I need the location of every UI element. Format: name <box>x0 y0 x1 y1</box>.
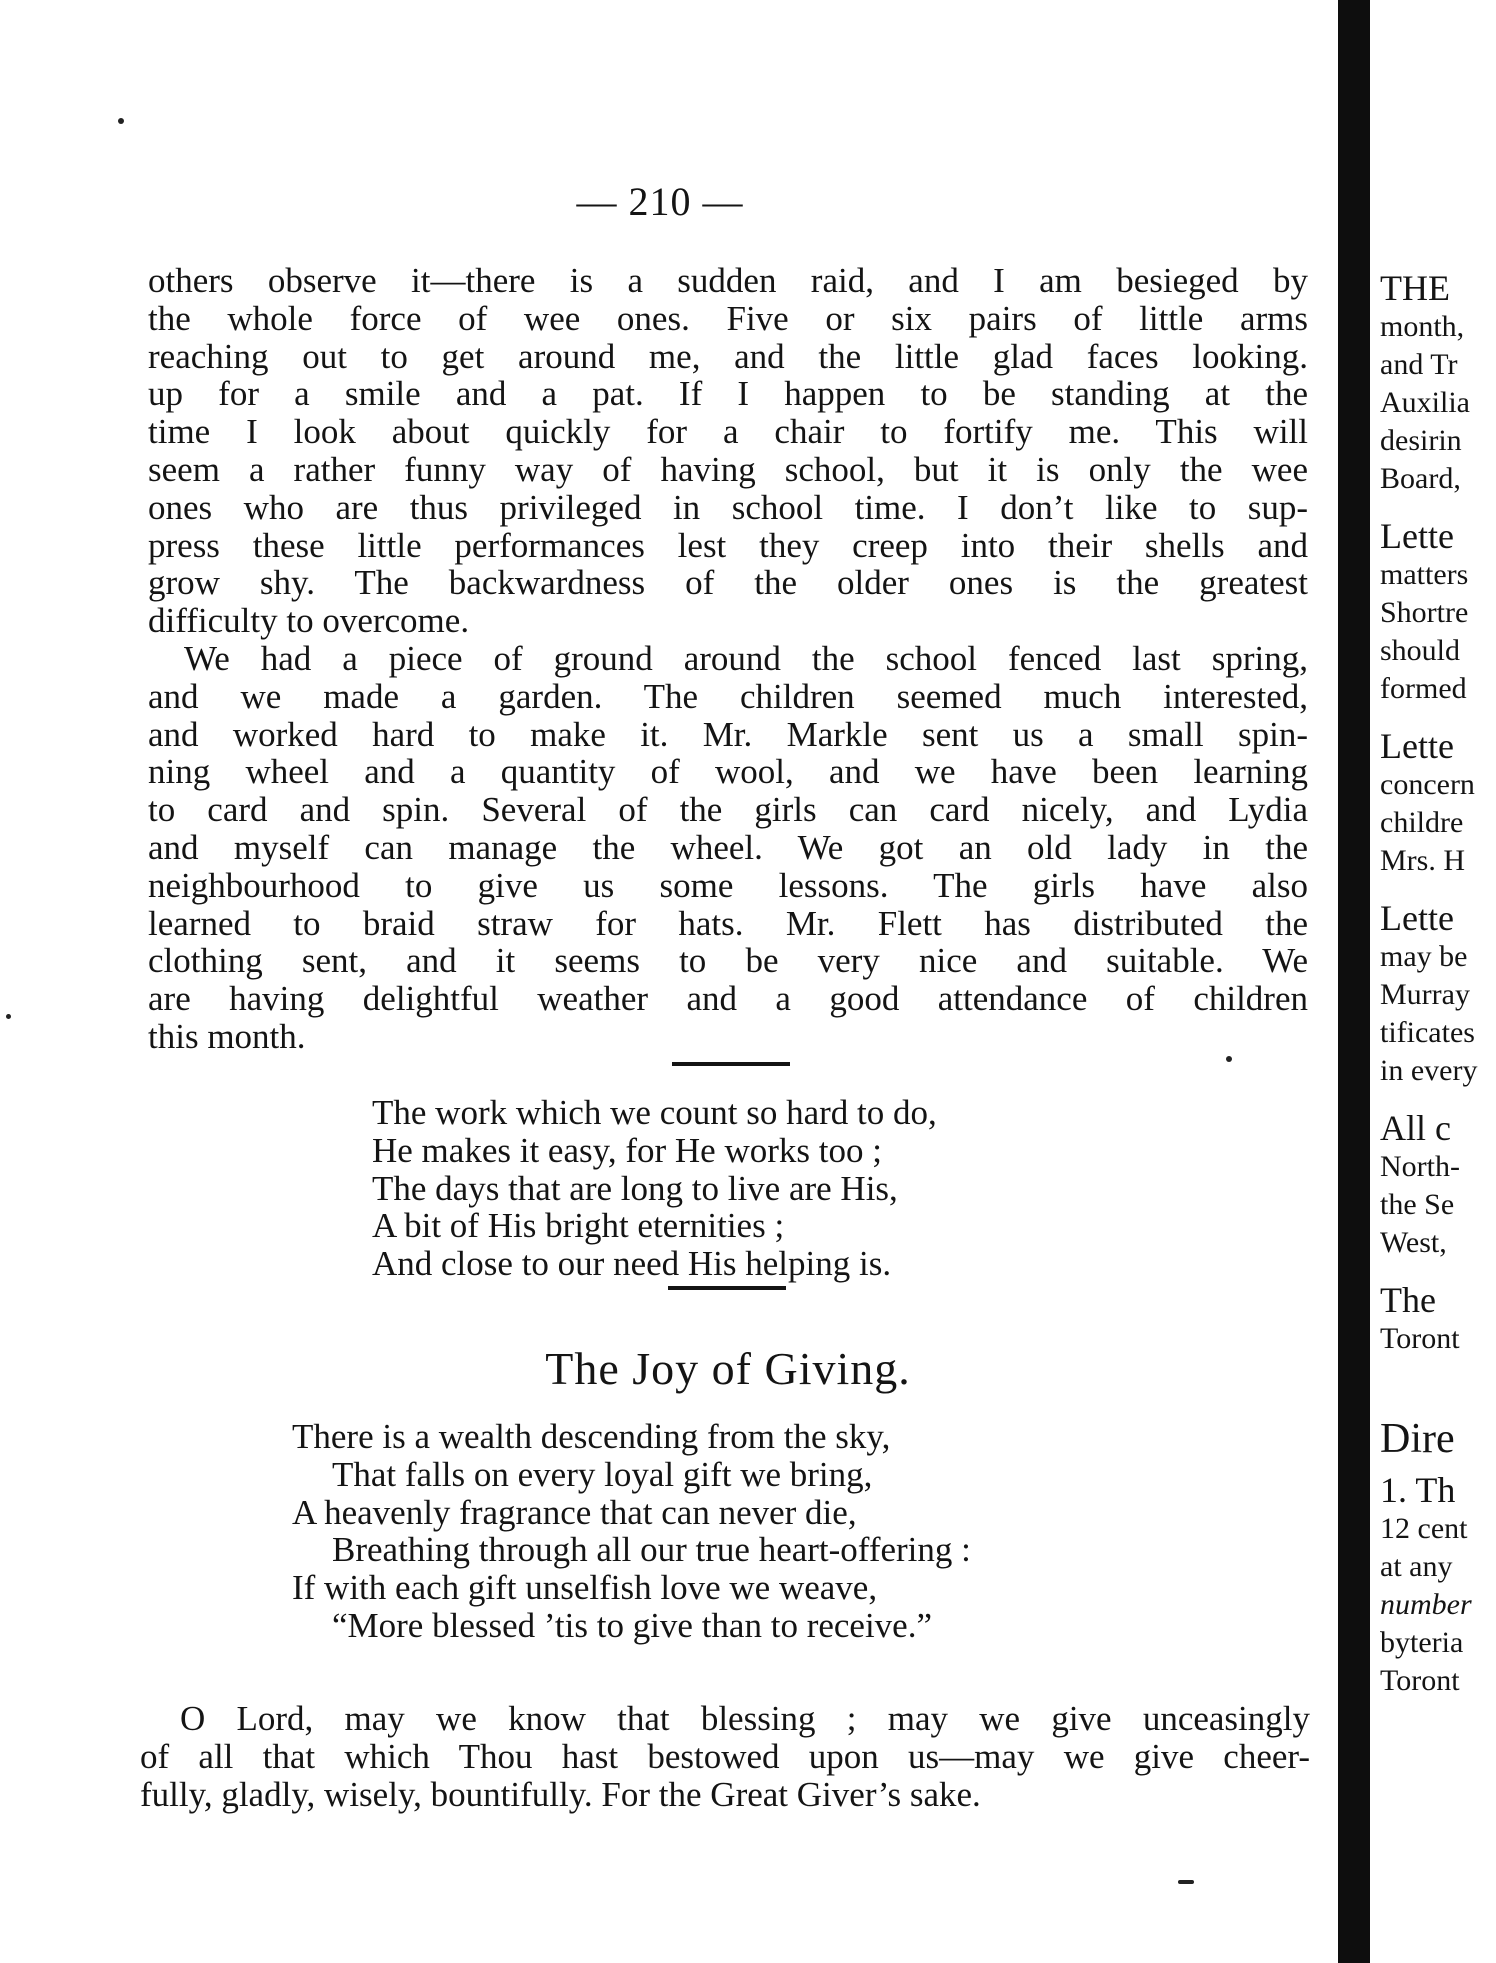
verse-line: The days that are long to live are His, <box>372 1168 898 1208</box>
verse-line: If with each gift unselfish love we weave, <box>292 1568 878 1608</box>
fragment-line: 12 cent <box>1380 1512 1468 1545</box>
section-title: The Joy of Giving. <box>545 1343 911 1394</box>
verse-line: There is a wealth descending from the sky, <box>292 1417 891 1456</box>
fragment-line: in every <box>1380 1054 1478 1087</box>
fragment-line: matters <box>1380 558 1469 591</box>
text-line: reaching out to get around me, and the little glad faces looking. <box>148 336 1308 376</box>
speck-mark <box>6 1014 11 1019</box>
verse-line: “More blessed ’tis to give than to receive.” <box>332 1605 932 1645</box>
text-line: learned to braid straw for hats. Mr. Flett has distributed the <box>148 903 1308 943</box>
verse-line: He makes it easy, for He works too ; <box>372 1130 882 1170</box>
divider-rule <box>672 1062 790 1066</box>
text-line: ning wheel and a quantity of wool, and we have been learning <box>148 752 1308 792</box>
text-line: press these little performances lest they creep into their shells and <box>148 525 1308 565</box>
fragment-line: Shortre <box>1380 596 1469 629</box>
column-binding-bar <box>1338 0 1370 1963</box>
verse-1 <box>372 1094 937 1283</box>
fragment-line: West, <box>1380 1226 1447 1259</box>
fragment-line: Toront <box>1380 1664 1460 1697</box>
verse-line: Breathing through all our true heart-offering : <box>332 1530 971 1570</box>
text-line: difficulty to overcome. <box>148 601 470 641</box>
text-line: ones who are thus privileged in school time. I don’t like to sup- <box>148 487 1308 527</box>
page-number: — 210 — <box>576 179 744 224</box>
fragment-line: desirin <box>1380 424 1462 457</box>
fragment-heading: Dire <box>1380 1416 1455 1462</box>
speck-mark <box>1178 1880 1194 1884</box>
text-line: O Lord, may we know that blessing ; may we give unceasingly <box>180 1699 1310 1738</box>
main-column <box>148 262 1308 1056</box>
right-column-fragment <box>1380 268 1496 1700</box>
fragment-line: Auxilia <box>1380 386 1470 419</box>
fragment-line: The <box>1380 1280 1436 1320</box>
fragment-line: North- <box>1380 1150 1460 1183</box>
fragment-line: Murray <box>1380 978 1470 1011</box>
fragment-line: All c <box>1380 1108 1451 1148</box>
paragraph-2 <box>148 640 1308 1056</box>
fragment-line: THE <box>1380 268 1450 308</box>
fragment-line: should <box>1380 634 1461 667</box>
fragment-line: Lette <box>1380 726 1454 766</box>
text-line: are having delightful weather and a good attendance of children <box>148 979 1308 1019</box>
text-line: up for a smile and a pat. If I happen to be standing at the <box>148 374 1308 414</box>
verse-2 <box>292 1418 971 1645</box>
text-line: the whole force of wee ones. Five or six pairs of little arms <box>148 298 1308 338</box>
fragment-line: Mrs. H <box>1380 844 1466 877</box>
text-line: seem a rather funny way of having school, but it is only the wee <box>148 449 1308 489</box>
verse-line: That falls on every loyal gift we bring, <box>332 1454 873 1494</box>
prayer-paragraph <box>140 1700 1310 1813</box>
fragment-line: and Tr <box>1380 348 1458 381</box>
fragment-line: at any <box>1380 1550 1453 1583</box>
fragment-line: Lette <box>1380 898 1454 938</box>
text-line: of all that which Thou hast bestowed upon us—may we give cheer- <box>140 1736 1310 1776</box>
text-line: and worked hard to make it. Mr. Markle sent us a small spin- <box>148 714 1308 754</box>
text-line: others observe it—there is a sudden raid, and I am besieged by <box>148 261 1308 300</box>
text-line: fully, gladly, wisely, bountifully. For the Great Giver’s sake. <box>140 1774 981 1814</box>
verse-line: A heavenly fragrance that can never die, <box>292 1492 857 1532</box>
text-line: this month. <box>148 1016 306 1056</box>
fragment-line: 1. Th <box>1380 1470 1456 1510</box>
verse-line: A bit of His bright eternities ; <box>372 1206 785 1246</box>
fragment-line: tificates <box>1380 1016 1475 1049</box>
fragment-line: childre <box>1380 806 1464 839</box>
fragment-line: byteria <box>1380 1626 1464 1659</box>
fragment-line: month, <box>1380 310 1465 343</box>
text-line: neighbourhood to give us some lessons. The girls have also <box>148 865 1308 905</box>
paragraph-1 <box>148 262 1308 640</box>
text-line: and myself can manage the wheel. We got an old lady in the <box>148 827 1308 867</box>
fragment-line: number <box>1380 1588 1472 1621</box>
fragment-line: Toront <box>1380 1322 1460 1355</box>
fragment-line: concern <box>1380 768 1475 801</box>
fragment-line: formed <box>1380 672 1467 705</box>
verse-line: And close to our need His helping is. <box>372 1244 892 1284</box>
text-line: We had a piece of ground around the school fenced last spring, <box>184 638 1308 678</box>
divider-rule <box>668 1286 786 1290</box>
verse-line: The work which we count so hard to do, <box>372 1093 937 1132</box>
speck-mark <box>118 118 124 124</box>
text-line: clothing sent, and it seems to be very nice and suitable. We <box>148 941 1308 981</box>
text-line: and we made a garden. The children seemed much interested, <box>148 676 1308 716</box>
fragment-line: may be <box>1380 940 1468 973</box>
text-line: to card and spin. Several of the girls can card nicely, and Lydia <box>148 790 1308 830</box>
text-line: grow shy. The backwardness of the older ones is the greatest <box>148 563 1308 603</box>
fragment-line: Board, <box>1380 462 1461 495</box>
fragment-line: the Se <box>1380 1188 1455 1221</box>
fragment-line: Lette <box>1380 516 1454 556</box>
text-line: time I look about quickly for a chair to fortify me. This will <box>148 412 1308 452</box>
speck-mark <box>1226 1056 1232 1062</box>
